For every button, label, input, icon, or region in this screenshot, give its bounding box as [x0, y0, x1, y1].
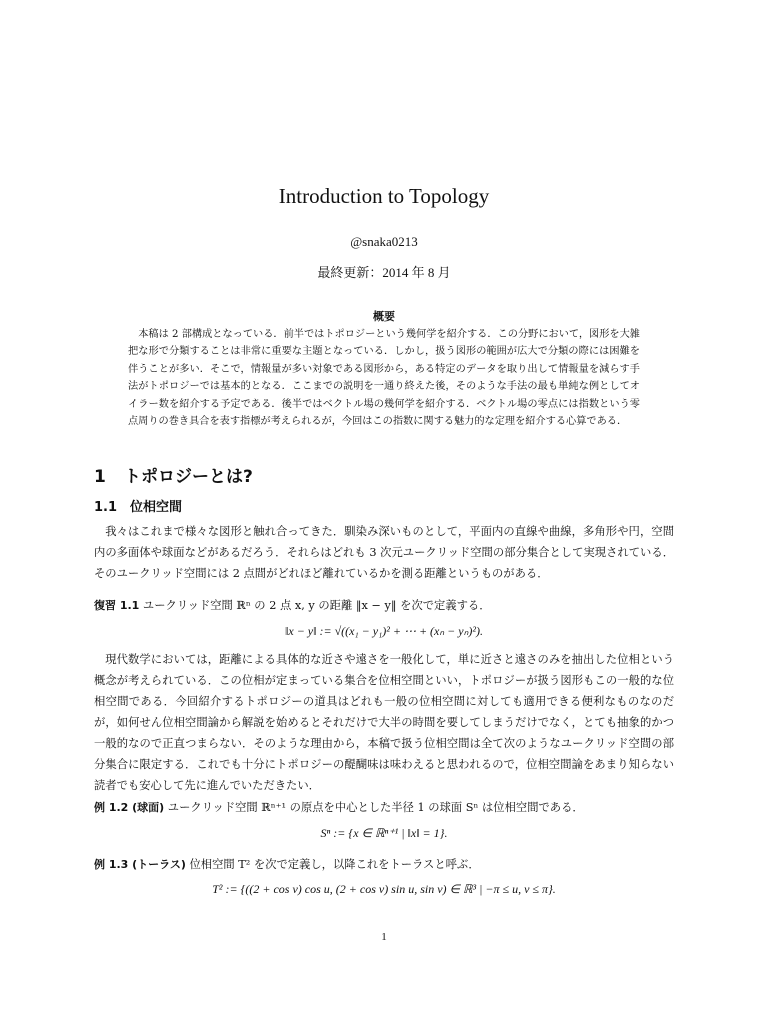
display-equation: ‖x − y‖ := √((x₁ − y₁)² + ⋯ + (xₙ − yₙ)²). — [285, 624, 483, 638]
section-heading — [94, 462, 253, 487]
subsection-heading — [94, 496, 182, 515]
example-environment — [94, 798, 674, 818]
last-updated-date: 最終更新：2014 年 8 月 — [317, 265, 451, 280]
section-title-text: トポロジーとは? — [124, 467, 253, 487]
body-paragraph: 現代数学においては，距離による具体的な近さや遠さを一般化して，単に近さと遠さのみを抽出した位相という概念が考えられている．この位相が定まっている集合を位相空間といい，トポロジーが扱う図形もこの一般的な位相空間である．今回紹介するトポロジーの道具はどれも一般の位相空間に対しても適用できる便利なものなのだが，如何せん位相空間論から解説を始めるとそれだけで大半の時間を要してしまうだけでなく，とても抽象的かつ一般的なので正直つまらない．そのような理由から，本稿で扱う位相空間は全て次のようなユークリッド空間の部分集合に限定する．これでも十分にトポロジーの醍醐味は味わえると思われるので，位相空間論をあまり知らない読者でも安心して先に進んでいただきたい． — [94, 653, 674, 792]
abstract-heading: 概要 — [373, 310, 395, 323]
display-equation: Sⁿ := {x ∈ ℝⁿ⁺¹ | ‖x‖ = 1}. — [320, 826, 448, 840]
section-number: 1 — [94, 467, 106, 487]
paper-title: Introduction to Topology — [278, 184, 490, 208]
example-label: 例 1.2 (球面) — [94, 801, 165, 814]
review-label: 復習 1.1 — [94, 599, 140, 612]
abstract-body: 本稿は 2 部構成となっている．前半ではトポロジーという幾何学を紹介する．この分野において，図形を大雑把な形で分類することは非常に重要な主題となっている．しかし，扱う図形の範囲が広大で分類の際には困難を伴うことが多い．そこで，情報量が多い対象である図形から，ある特定のデータを取り出して情報量を減らす手法がトポロジーでは基本的となる．ここまでの説明を一通り終えた後，そのような手法の最も単純な例としてオイラー数を紹介する予定である．後半ではベクトル場の幾何学を紹介する．ベクトル場の零点には指数という零点周りの巻き具合を表す指標が考えられるが，今回はこの指数に関する魅力的な定理を紹介する心算である． — [128, 329, 640, 428]
example-text: 位相空間 T² を次で定義し，以降これをトーラスと呼ぶ． — [189, 858, 480, 871]
example-label: 例 1.3 (トーラス) — [94, 858, 186, 871]
review-environment — [94, 596, 674, 616]
page-number: 1 — [381, 931, 387, 943]
example-text: ユークリッド空間 ℝⁿ⁺¹ の原点を中心とした半径 1 の球面 Sⁿ は位相空間である． — [167, 801, 584, 814]
example-environment — [94, 855, 674, 875]
review-text: ユークリッド空間 ℝⁿ の 2 点 x, y の距離 ‖x − y‖ を次で定義する． — [142, 599, 491, 612]
author-name: @snaka0213 — [350, 234, 418, 249]
display-equation: T² := {((2 + cos v) cos u, (2 + cos v) sin u, sin v) ∈ ℝ³ | −π ≤ u, v ≤ π}. — [212, 882, 556, 896]
subsection-number: 1.1 — [94, 500, 118, 515]
subsection-title-text: 位相空間 — [130, 500, 183, 515]
body-paragraph: 我々はこれまで様々な図形と触れ合ってきた．馴染み深いものとして，平面内の直線や曲線，多角形や円，空間内の多面体や球面などがあるだろう．それらはどれも 3 次元ユークリッド空間の部分集合として実現されている．そのユークリッド空間には 2 点間がどれほど離れているかを測る距離というものがある． — [94, 525, 674, 580]
